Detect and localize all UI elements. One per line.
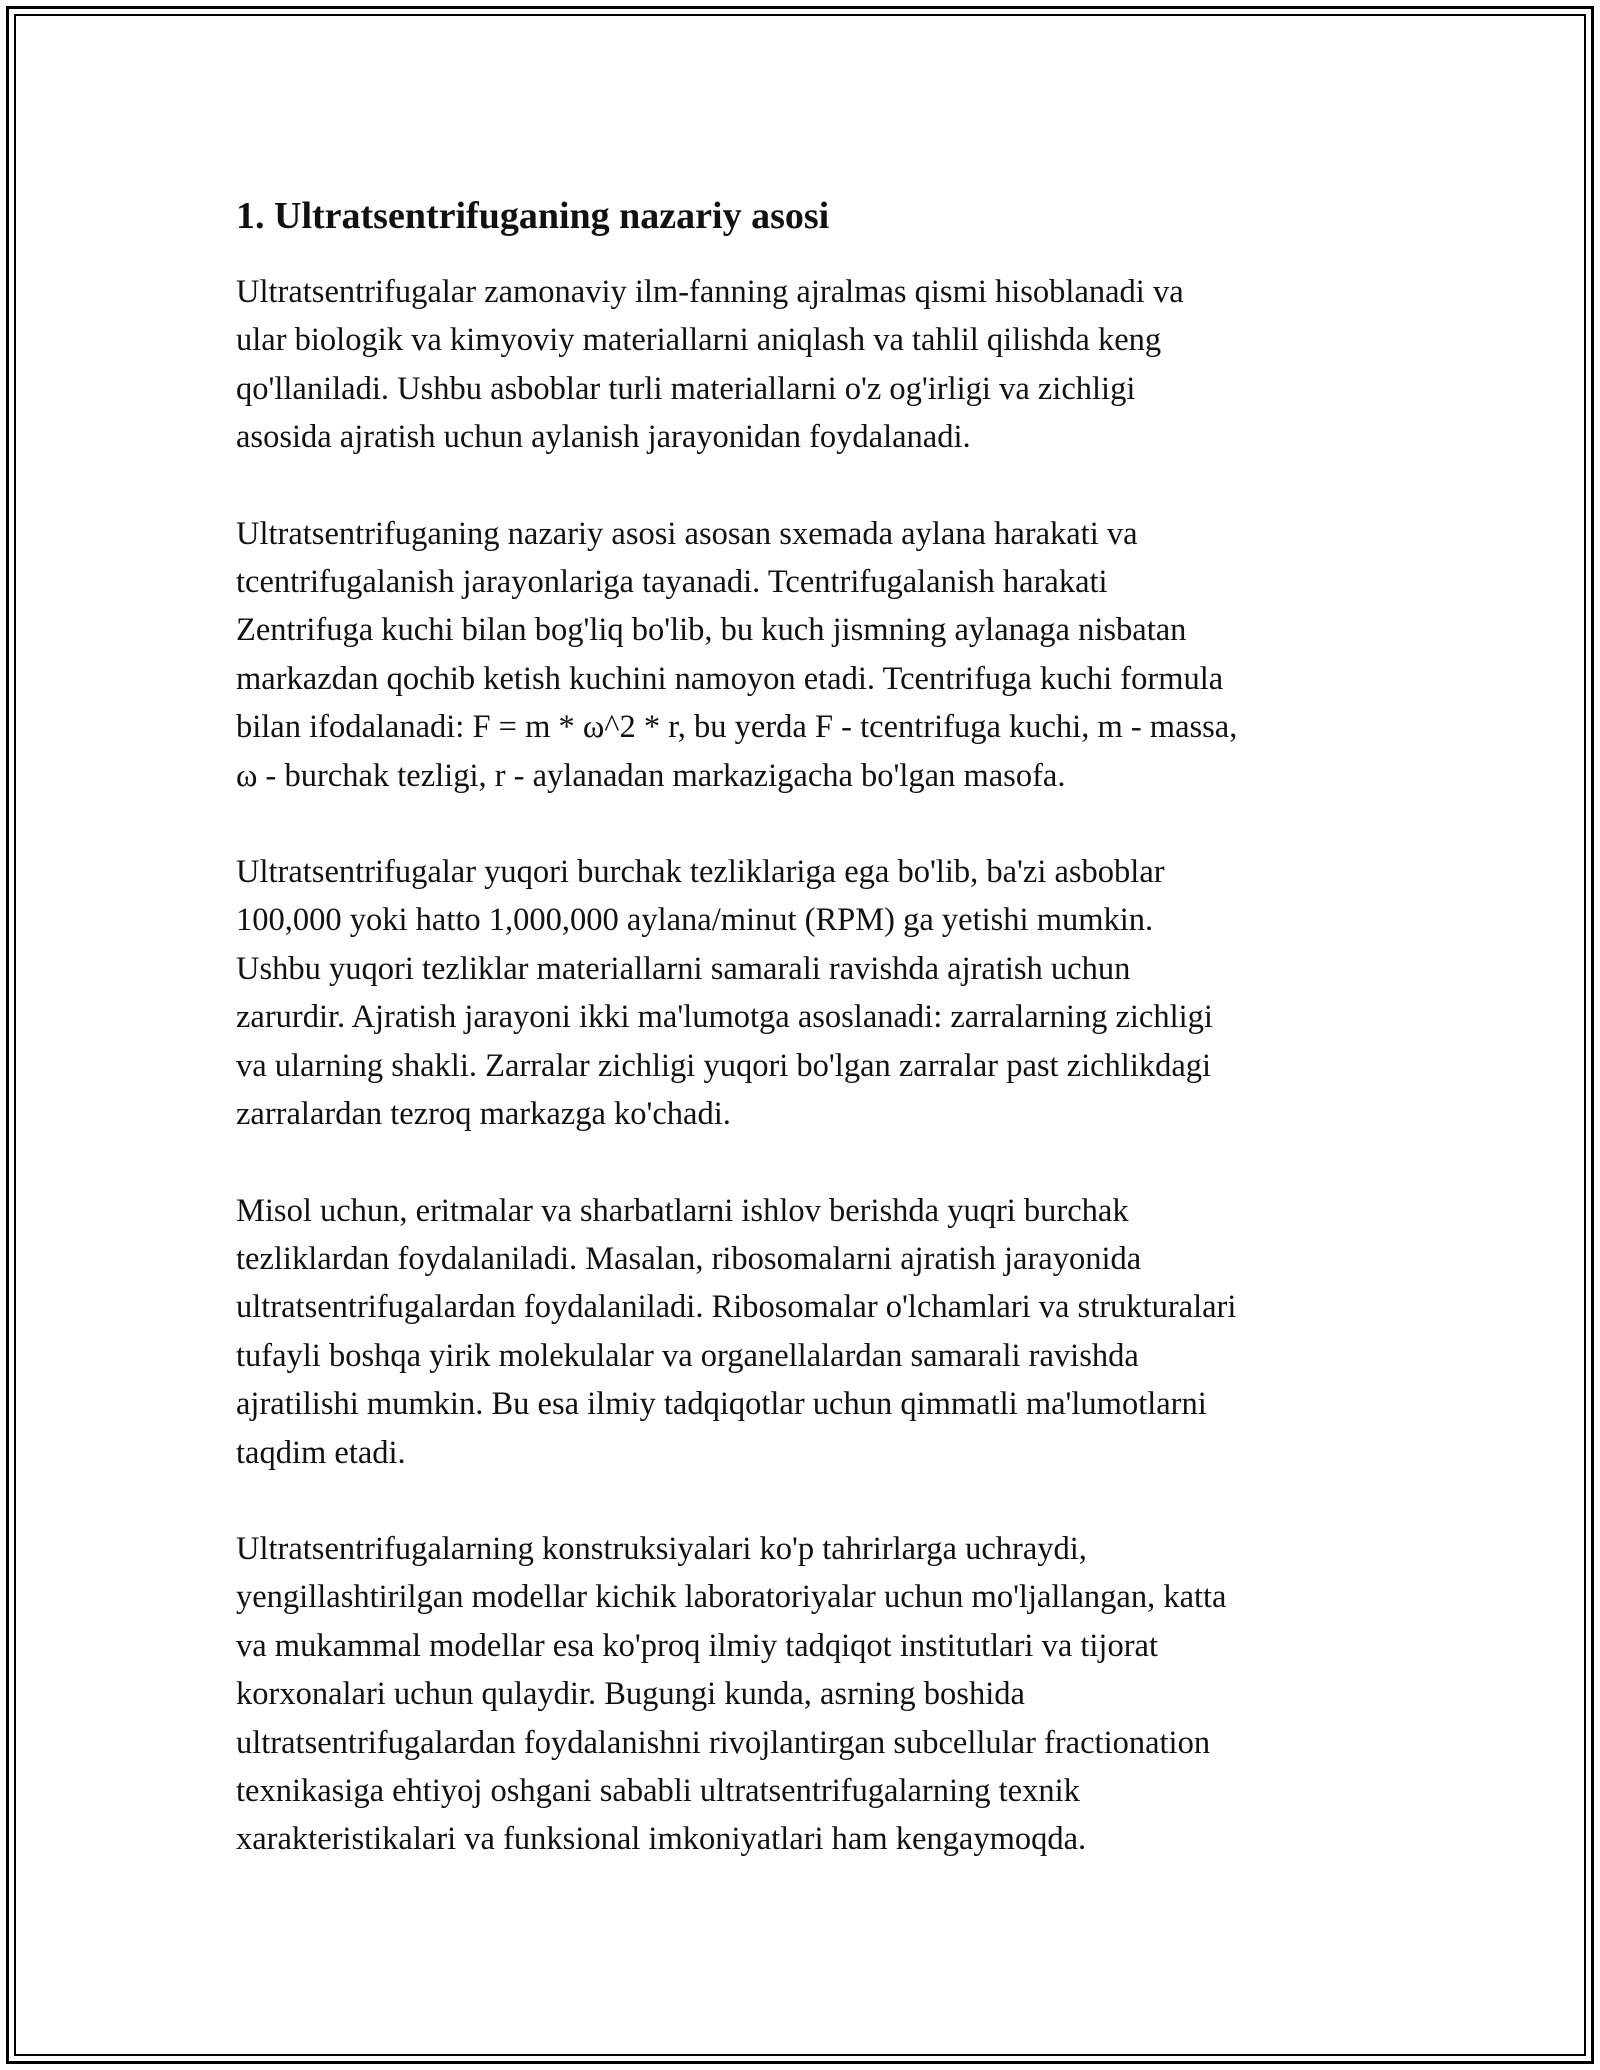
section-heading: 1. Ultratsentrifuganing nazariy asosi	[236, 195, 830, 237]
paragraph-line: ajratilishi mumkin. Bu esa ilmiy tadqiqotlar uchun qimmatli ma'lumotlarni	[236, 1386, 1207, 1423]
paragraph-line: Ultratsentrifugalar yuqori burchak tezliklariga ega bo'lib, ba'zi asboblar	[236, 854, 1165, 891]
paragraph-line: texnikasiga ehtiyoj oshgani sababli ultratsentrifugalarning texnik	[236, 1772, 1080, 1809]
paragraph-line: ular biologik va kimyoviy materiallarni aniqlash va tahlil qilishda keng	[236, 322, 1162, 359]
document-body	[236, 186, 1386, 1912]
paragraph-line: Ultratsentrifugalarning konstruksiyalari ko'p tahrirlarga uchraydi,	[236, 1530, 1087, 1567]
paragraph-line: Zentrifuga kuchi bilan bog'liq bo'lib, bu kuch jismning aylanaga nisbatan	[236, 612, 1187, 649]
paragraph-line: qo'llaniladi. Ushbu asboblar turli materiallarni o'z og'irligi va zichligi	[236, 370, 1136, 407]
paragraph-line: Misol uchun, eritmalar va sharbatlarni ishlov berishda yuqri burchak	[236, 1192, 1129, 1229]
paragraph-line: ultratsentrifugalardan foydalanishni rivojlantirgan subcellular fractionation	[236, 1724, 1211, 1761]
paragraph-line: zarralardan tezroq markazga ko'chadi.	[236, 1096, 731, 1133]
paragraph-line: ω - burchak tezligi, r - aylanadan markazigacha bo'lgan masofa.	[236, 757, 1066, 794]
paragraph-line: bilan ifodalanadi: F = m * ω^2 * r, bu yerda F - tcentrifuga kuchi, m - massa,	[236, 709, 1238, 746]
paragraph-line: xarakteristikalari va funksional imkoniyatlari ham kengaymoqda.	[236, 1821, 1087, 1858]
paragraph-line: va mukammal modellar esa ko'proq ilmiy tadqiqot institutlari va tijorat	[236, 1627, 1158, 1664]
paragraph-line: asosida ajratish uchun aylanish jarayonidan foydalanadi.	[236, 419, 971, 456]
paragraph-line: va ularning shakli. Zarralar zichligi yuqori bo'lgan zarralar past zichlikdagi	[236, 1047, 1212, 1084]
paragraph-1	[236, 268, 1386, 462]
paragraph-line: ultratsentrifugalardan foydalaniladi. Ribosomalar o'lchamlari va strukturalari	[236, 1289, 1237, 1326]
paragraph-3	[236, 848, 1386, 1138]
paragraph-2	[236, 510, 1386, 800]
paragraph-line: Ultratsentrifugalar zamonaviy ilm-fanning ajralmas qismi hisoblanadi va	[236, 274, 1184, 310]
paragraph-line: Ultratsentrifuganing nazariy asosi asosan sxemada aylana harakati va	[236, 515, 1138, 552]
paragraph-list	[236, 268, 1386, 1864]
paragraph-line: korxonalari uchun qulaydir. Bugungi kunda, asrning boshida	[236, 1676, 1025, 1713]
paragraph-line: Ushbu yuqori tezliklar materiallarni samarali ravishda ajratish uchun	[236, 950, 1131, 987]
paragraph-4	[236, 1187, 1386, 1477]
paragraph-line: 100,000 yoki hatto 1,000,000 aylana/minut (RPM) ga yetishi mumkin.	[236, 902, 1154, 939]
paragraph-line: tcentrifugalanish jarayonlariga tayanadi. Tcentrifugalanish harakati	[236, 564, 1108, 601]
paragraph-line: zarurdir. Ajratish jarayoni ikki ma'lumotga asoslanadi: zarralarning zichligi	[236, 999, 1213, 1036]
paragraph-line: yengillashtirilgan modellar kichik laboratoriyalar uchun mo'ljallangan, katta	[236, 1579, 1227, 1616]
paragraph-line: markazdan qochib ketish kuchini namoyon etadi. Tcentrifuga kuchi formula	[236, 660, 1224, 697]
paragraph-line: tezliklardan foydalaniladi. Masalan, ribosomalarni ajratish jarayonida	[236, 1240, 1142, 1277]
paragraph-line: tufayli boshqa yirik molekulalar va organellalardan samarali ravishda	[236, 1337, 1139, 1374]
paragraph-5	[236, 1525, 1386, 1864]
paragraph-line: taqdim etadi.	[236, 1434, 406, 1471]
